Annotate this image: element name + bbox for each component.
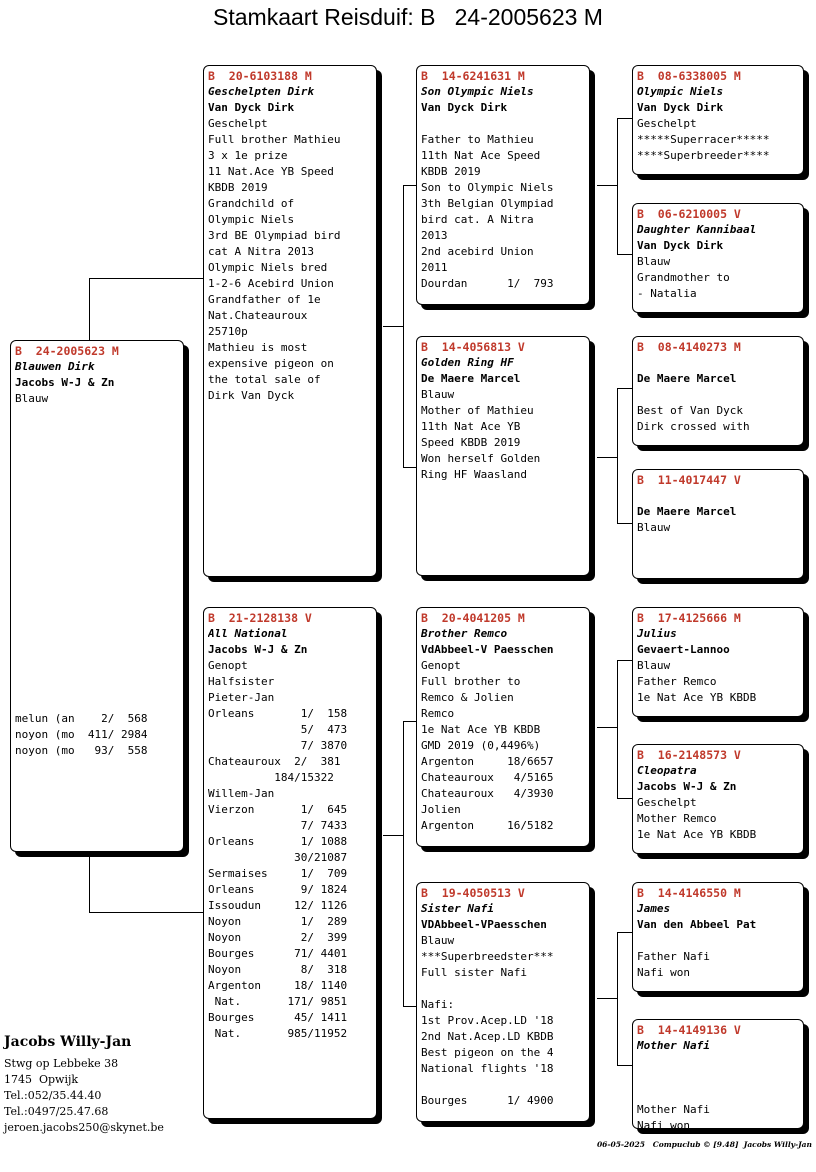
footer-credit: 06-05-2025 Compuclub © [9.48] Jacobs Willy-Jan	[596, 1140, 812, 1149]
connector-line	[617, 388, 618, 523]
info-line: Full brother Mathieu	[208, 133, 341, 146]
ring-number: B 14-4149136 V	[637, 1023, 741, 1037]
info-line: Bourges 71/ 4401	[208, 947, 348, 960]
pigeon-name	[637, 355, 799, 371]
info-line	[637, 933, 799, 949]
ring-number: B 20-4041205 M	[421, 611, 525, 625]
ring-number: B 08-6338005 M	[637, 69, 741, 83]
owner-name: Van Dyck Dirk	[208, 101, 295, 114]
info-line: 25710p	[208, 325, 248, 338]
connector-line	[617, 1065, 632, 1066]
info-line: 7/ 7433	[208, 819, 348, 832]
breeder-email[interactable]: jeroen.jacobs250@skynet.be	[4, 1121, 164, 1134]
spacer	[15, 487, 179, 503]
result-line: melun (an 2/ 568	[15, 712, 148, 725]
info-line: Orleans 9/ 1824	[208, 883, 348, 896]
info-line: Chateauroux 2/ 381	[208, 755, 341, 768]
info-line: Issoudun 12/ 1126	[208, 899, 348, 912]
owner-name: Van Dyck Dirk	[421, 101, 508, 114]
spacer	[15, 679, 179, 695]
info-line: Halfsister	[208, 675, 275, 688]
pigeon-card-dam-sire[interactable]	[416, 607, 590, 847]
info-line: Father to Mathieu	[421, 133, 534, 146]
info-line: Grandmother to	[637, 271, 730, 284]
info-line: Blauw	[637, 255, 671, 268]
info-line: 1e Nat Ace YB KBDB	[637, 828, 757, 841]
pigeon-name: All National	[208, 627, 288, 640]
info-line: Bourges 45/ 1411	[208, 1011, 348, 1024]
spacer	[15, 503, 179, 519]
info-line: Blauw	[637, 521, 671, 534]
info-line: 30/21087	[208, 851, 348, 864]
connector-line	[617, 254, 632, 255]
info-line: Olympic Niels bred	[208, 261, 328, 274]
owner-name: VdAbbeel-V Paesschen	[421, 643, 554, 656]
pigeon-card-sire-sire-sire[interactable]	[632, 65, 804, 175]
info-line: Orleans 1/ 1088	[208, 835, 348, 848]
spacer	[15, 407, 179, 423]
info-line: Dourdan 1/ 793	[421, 277, 554, 290]
breeder-info	[4, 1034, 164, 1136]
connector-line	[617, 523, 632, 524]
owner-name: De Maere Marcel	[421, 372, 521, 385]
info-line: Mother of Mathieu	[421, 404, 534, 417]
ring-number: B 19-4050513 V	[421, 886, 525, 900]
info-line: ***Superbreedster***	[421, 950, 554, 963]
info-line: Argenton 16/5182	[421, 819, 554, 832]
pigeon-card-sire-dam[interactable]	[416, 336, 590, 576]
spacer	[15, 423, 179, 439]
info-line: Full sister Nafi	[421, 966, 527, 979]
connector-line	[403, 721, 404, 1006]
owner-name: Jacobs W-J & Zn	[15, 376, 115, 389]
ring-number: B 17-4125666 M	[637, 611, 741, 625]
info-line: 5/ 473	[208, 723, 348, 736]
pigeon-name: Son Olympic Niels	[421, 85, 534, 98]
spacer	[15, 551, 179, 567]
info-line: 184/15322	[208, 771, 334, 784]
info-line	[637, 1070, 799, 1086]
owner-name: Van Dyck Dirk	[637, 239, 724, 252]
info-line: Nafi:	[421, 998, 455, 1011]
ring-number: B 20-6103188 M	[208, 69, 312, 83]
connector-line	[597, 998, 617, 999]
pigeon-card-sire-sire-dam[interactable]	[632, 203, 804, 313]
info-line: Chateauroux 4/3930	[421, 787, 554, 800]
info-line: 2nd acebird Union	[421, 245, 534, 258]
info-line: Son to Olympic Niels	[421, 181, 554, 194]
result-line: noyon (mo 411/ 2984	[15, 728, 148, 741]
owner-name: Van den Abbeel Pat	[637, 918, 757, 931]
info-line: 2nd Nat.Acep.LD KBDB	[421, 1030, 554, 1043]
spacer	[15, 535, 179, 551]
connector-line	[403, 185, 416, 186]
breeder-mobile: Tel.:0497/25.47.68	[4, 1105, 109, 1118]
connector-line	[617, 660, 632, 661]
info-line: Willem-Jan	[208, 787, 275, 800]
connector-line	[617, 932, 618, 1065]
info-line: 7/ 3870	[208, 739, 348, 752]
spacer	[15, 631, 179, 647]
info-line: Speed KBDB 2019	[421, 436, 521, 449]
info-line: 11th Nat Ace Speed	[421, 149, 541, 162]
pigeon-name: Sister Nafi	[421, 902, 494, 915]
info-line: Grandchild of	[208, 197, 295, 210]
info-line: 11th Nat Ace YB	[421, 420, 521, 433]
info-line: Geschelpt	[637, 117, 697, 130]
pigeon-name: Daughter Kannibaal	[637, 223, 757, 236]
info-line: Remco	[421, 707, 455, 720]
spacer	[15, 663, 179, 679]
page-title: Stamkaart Reisduif: B 24-2005623 M	[213, 4, 603, 30]
owner-name: Van Dyck Dirk	[637, 101, 724, 114]
info-line: Argenton 18/ 1140	[208, 979, 348, 992]
breeder-phone: Tel.:052/35.44.40	[4, 1089, 102, 1102]
info-line: 3th Belgian Olympiad	[421, 197, 554, 210]
breeder-address: Stwg op Lebbeke 38	[4, 1057, 119, 1070]
pigeon-card-dam-dam-dam[interactable]	[632, 1019, 804, 1129]
info-line: Father Remco	[637, 675, 717, 688]
pigeon-name: Olympic Niels	[637, 85, 724, 98]
info-line: Remco & Jolien	[421, 691, 514, 704]
pigeon-card-sire[interactable]	[203, 65, 377, 577]
info-line: Mother Nafi	[637, 1103, 710, 1116]
spacer	[15, 695, 179, 711]
pigeon-card-dam-sire-sire[interactable]	[632, 607, 804, 717]
info-line: 2013	[421, 229, 448, 242]
info-line: Noyon 8/ 318	[208, 963, 348, 976]
owner-name: De Maere Marcel	[637, 505, 737, 518]
info-line: Genopt	[421, 659, 461, 672]
info-line: Blauw	[637, 659, 671, 672]
info-line	[421, 1077, 585, 1093]
ring-number: B 21-2128138 V	[208, 611, 312, 625]
info-line	[637, 1086, 799, 1102]
connector-line	[383, 835, 403, 836]
connector-line	[89, 278, 90, 340]
pigeon-name: Geschelpten Dirk	[208, 85, 314, 98]
info-line: Noyon 2/ 399	[208, 931, 348, 944]
ring-number: B 14-6241631 M	[421, 69, 525, 83]
info-line: 1e Nat Ace YB KBDB	[421, 723, 541, 736]
ring-number: B 14-4146550 M	[637, 886, 741, 900]
ring-number: B 14-4056813 V	[421, 340, 525, 354]
info-line: - Natalia	[637, 287, 697, 300]
pigeon-card-subject[interactable]	[10, 340, 184, 852]
ring-number: B 24-2005623 M	[15, 344, 119, 358]
owner-name: Jacobs W-J & Zn	[637, 780, 737, 793]
spacer	[15, 615, 179, 631]
info-line: Noyon 1/ 289	[208, 915, 348, 928]
info-line: Father Nafi	[637, 950, 710, 963]
pigeon-name: Cleopatra	[637, 764, 697, 777]
spacer	[15, 567, 179, 583]
info-line: Argenton 18/6657	[421, 755, 554, 768]
ring-number: B 11-4017447 V	[637, 473, 741, 487]
connector-line	[403, 467, 416, 468]
connector-line	[617, 932, 632, 933]
info-line: Mathieu is most	[208, 341, 308, 354]
spacer	[15, 455, 179, 471]
info-line: Orleans 1/ 158	[208, 707, 348, 720]
pigeon-name: Blauwen Dirk	[15, 360, 95, 373]
owner-name: Jacobs W-J & Zn	[208, 643, 308, 656]
connector-line	[617, 798, 632, 799]
info-line: Blauw	[421, 934, 455, 947]
breeder-city: 1745 Opwijk	[4, 1073, 79, 1086]
breeder-name: Jacobs Willy-Jan	[4, 1034, 132, 1050]
info-line: KBDB 2019	[421, 165, 481, 178]
owner-name	[637, 1054, 799, 1070]
connector-line	[403, 1006, 416, 1007]
info-line: Nafi won	[637, 966, 690, 979]
info-line: 1-2-6 Acebird Union	[208, 277, 334, 290]
pigeon-name: James	[637, 902, 671, 915]
connector-line	[617, 388, 632, 389]
info-line: Dirk crossed with	[637, 420, 750, 433]
pigeon-card-dam-sire-dam[interactable]	[632, 744, 804, 854]
info-line: expensive pigeon on	[208, 357, 334, 370]
spacer	[15, 647, 179, 663]
pigeon-name	[637, 488, 799, 504]
ring-number: B 08-4140273 M	[637, 340, 741, 354]
info-line	[421, 116, 585, 132]
info-line: *****Superracer*****	[637, 133, 770, 146]
pigeon-card-sire-sire[interactable]	[416, 65, 590, 305]
info-line	[637, 387, 799, 403]
info-line: 1e Nat Ace YB KBDB	[637, 691, 757, 704]
pigeon-name: Mother Nafi	[637, 1039, 710, 1052]
owner-name: VDAbbeel-VPaesschen	[421, 918, 547, 931]
connector-line	[597, 457, 617, 458]
info-line: Genopt	[208, 659, 248, 672]
pigeon-name: Julius	[637, 627, 677, 640]
info-line: 11 Nat.Ace YB Speed	[208, 165, 334, 178]
info-line: 3 x 1e prize	[208, 149, 288, 162]
spacer	[15, 439, 179, 455]
info-line: Chateauroux 4/5165	[421, 771, 554, 784]
connector-line	[617, 660, 618, 798]
info-line: GMD 2019 (0,4496%)	[421, 739, 541, 752]
info-line: Full brother to	[421, 675, 521, 688]
info-line: Blauw	[421, 388, 455, 401]
connector-line	[403, 721, 416, 722]
owner-name: De Maere Marcel	[637, 372, 737, 385]
ring-number: B 06-6210005 V	[637, 207, 741, 221]
info-line: Vierzon 1/ 645	[208, 803, 348, 816]
connector-line	[403, 185, 404, 467]
pigeon-card-sire-dam-sire[interactable]	[632, 336, 804, 446]
ring-number: B 16-2148573 V	[637, 748, 741, 762]
info-line: 3rd BE Olympiad bird	[208, 229, 341, 242]
info-line: Nat. 171/ 9851	[208, 995, 348, 1008]
info-line: Sermaises 1/ 709	[208, 867, 348, 880]
info-line: Nafi won	[637, 1119, 690, 1129]
info-line: Mother Remco	[637, 812, 717, 825]
pigeon-card-sire-dam-dam[interactable]	[632, 469, 804, 579]
connector-line	[89, 857, 90, 912]
info-line: cat A Nitra 2013	[208, 245, 314, 258]
connector-line	[597, 185, 617, 186]
owner-name: Gevaert-Lannoo	[637, 643, 730, 656]
spacer	[15, 471, 179, 487]
info-line: ****Superbreeder****	[637, 149, 770, 162]
connector-line	[597, 727, 617, 728]
connector-line	[617, 118, 632, 119]
info-line: 2011	[421, 261, 448, 274]
info-line: Best of Van Dyck	[637, 404, 743, 417]
info-line: the total sale of	[208, 373, 321, 386]
pigeon-name: Brother Remco	[421, 627, 508, 640]
connector-line	[383, 326, 403, 327]
info-line: Grandfather of 1e	[208, 293, 321, 306]
connector-line	[89, 912, 204, 913]
spacer	[15, 519, 179, 535]
info-line: Geschelpt	[637, 796, 697, 809]
result-line: noyon (mo 93/ 558	[15, 744, 148, 757]
pigeon-card-dam-dam-sire[interactable]	[632, 882, 804, 992]
connector-line	[617, 118, 618, 254]
pigeon-card-dam[interactable]	[203, 607, 377, 1119]
info-line: bird cat. A Nitra	[421, 213, 534, 226]
info-line: Nat.Chateauroux	[208, 309, 308, 322]
info-line: National flights '18	[421, 1062, 554, 1075]
info-line: Dirk Van Dyck	[208, 389, 295, 402]
info-line: Won herself Golden	[421, 452, 541, 465]
info-line: KBDB 2019	[208, 181, 268, 194]
pigeon-name: Golden Ring HF	[421, 356, 514, 369]
info-line: Best pigeon on the 4	[421, 1046, 554, 1059]
info-line	[421, 981, 585, 997]
spacer	[15, 583, 179, 599]
pigeon-card-dam-dam[interactable]	[416, 882, 590, 1122]
info-line: Nat. 985/11952	[208, 1027, 348, 1040]
info-line: Bourges 1/ 4900	[421, 1094, 554, 1107]
info-line: Pieter-Jan	[208, 691, 275, 704]
info-line: Olympic Niels	[208, 213, 295, 226]
info-line: Jolien	[421, 803, 461, 816]
connector-line	[89, 278, 204, 279]
info-line: Ring HF Waasland	[421, 468, 527, 481]
spacer	[15, 599, 179, 615]
info-line: Geschelpt	[208, 117, 268, 130]
info-line: Blauw	[15, 392, 49, 405]
info-line: 1st Prov.Acep.LD '18	[421, 1014, 554, 1027]
